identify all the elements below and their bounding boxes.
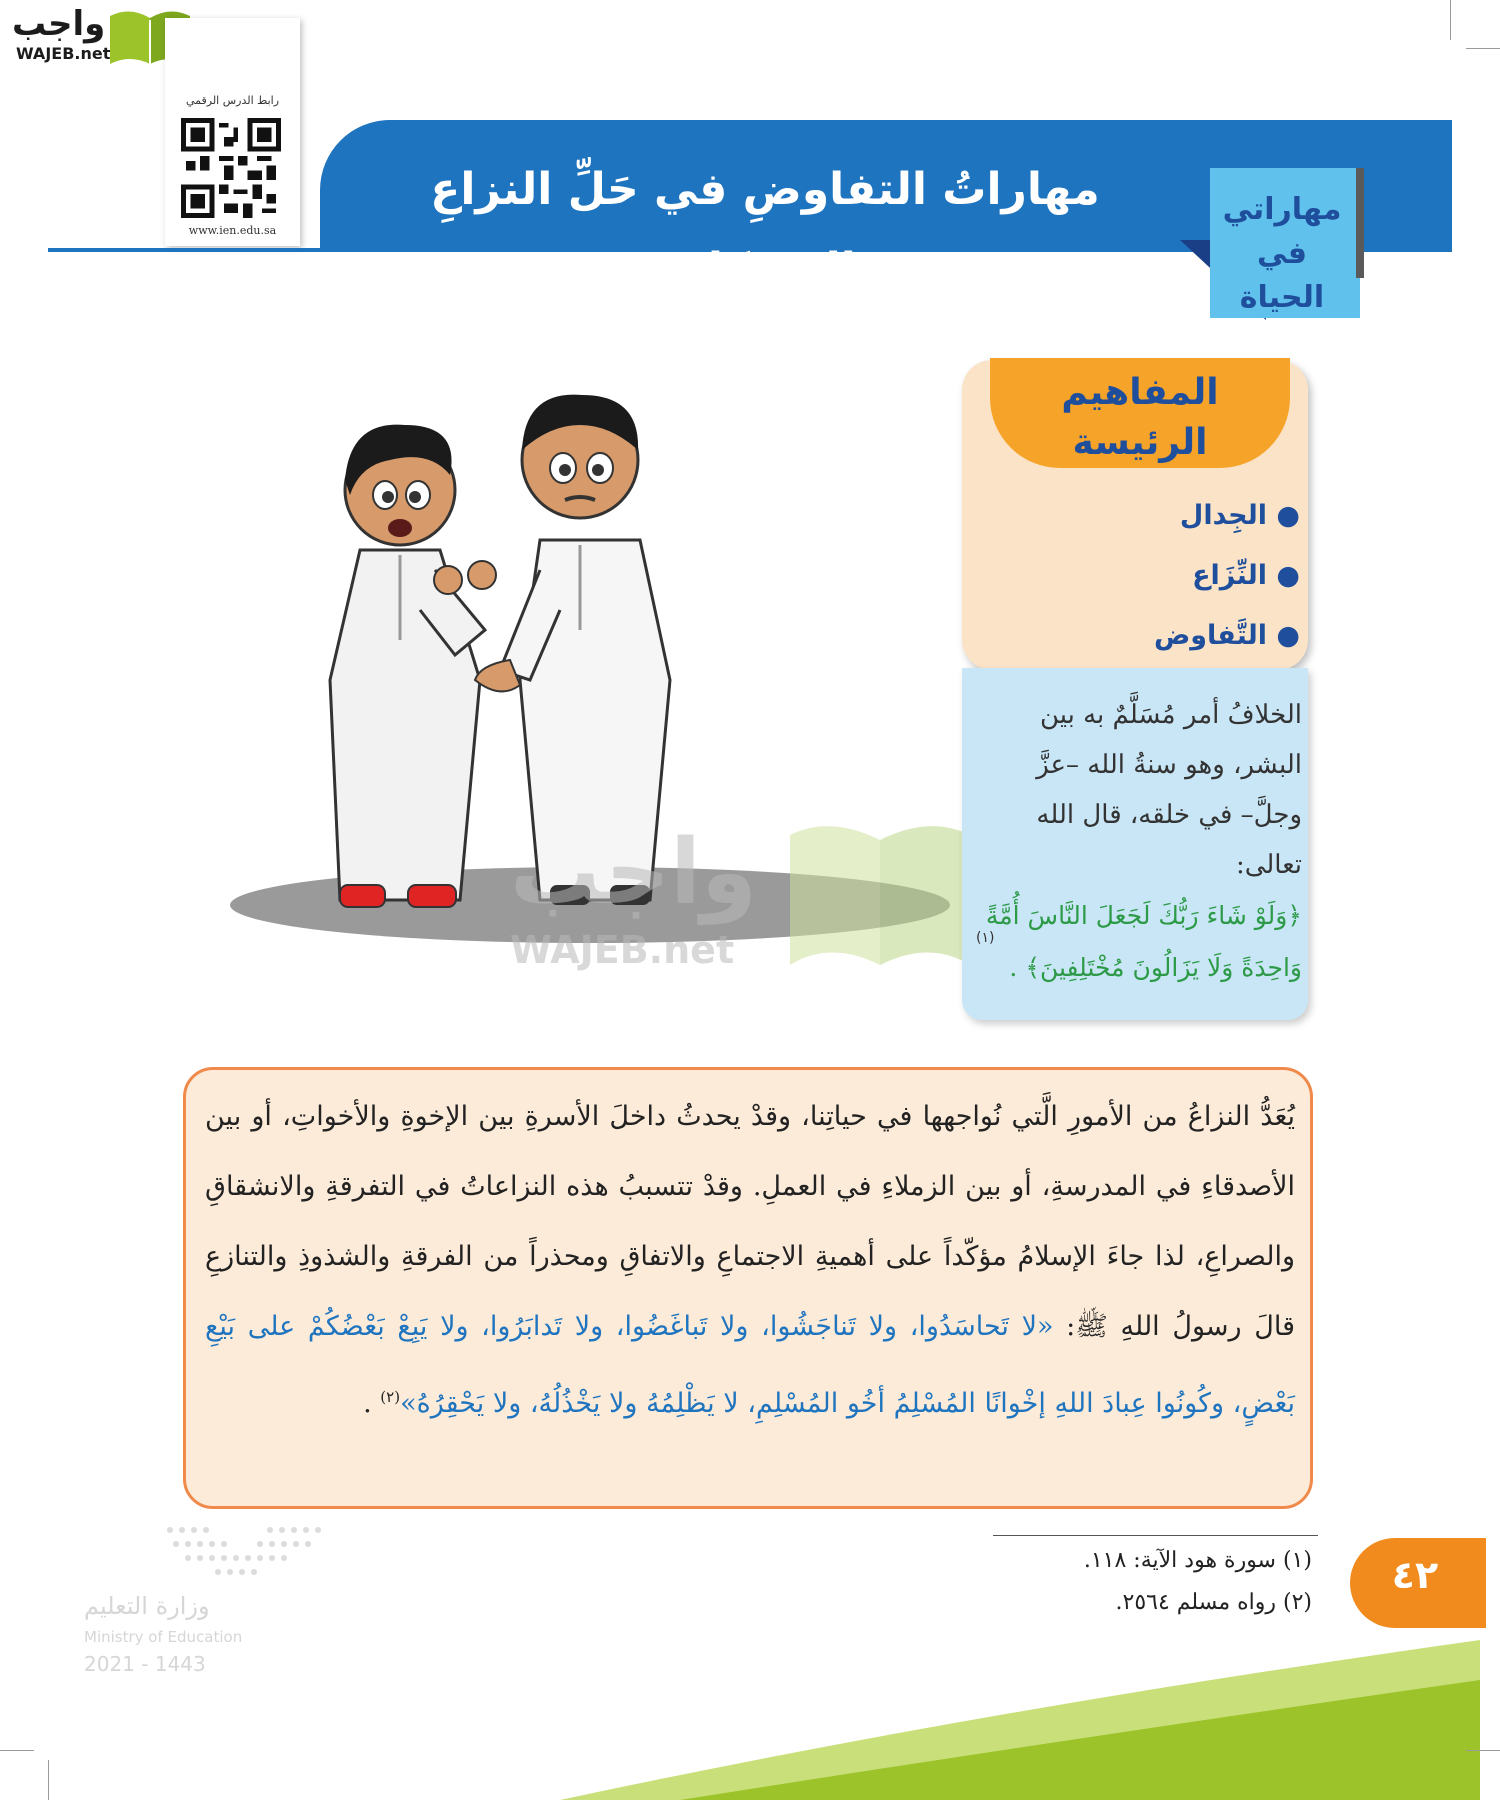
watermark-net: WAJEB.net [510,928,735,972]
hadith-text: «لا تَحاسَدُوا، ولا تَناجَشُوا، ولا تَباغَضُوا، ولا تَدابَرُوا، ولا يَبِعْ بَعْضُكُمْ على بَيْعِ بَعْضٍ، وكُونُوا عِبادَ اللهِ إخْوانًا المُسْلِمُ أخُو المُسْلِمِ، لا يَظْلِمُهُ ولا يَخْذُلُهُ، ولا يَحْقِرُهُ» [205,1311,1295,1419]
hadith-footnote-ref: (٢) [380,1388,401,1406]
logo-net: WAJEB.net [16,44,111,63]
badge-line-2: في الحياة [1239,236,1325,315]
main-end: . [363,1388,381,1419]
ministry-dots-icon [160,1520,330,1580]
crop-mark [1466,48,1500,49]
crop-mark [0,1750,34,1751]
footnote-rule [993,1535,1318,1536]
ministry-name-en: Ministry of Education [84,1628,243,1646]
ministry-year: 2021 - 1443 [84,1652,206,1676]
ministry-name-ar: وزارة التعليم [84,1592,210,1620]
main-body: يُعَدُّ النزاعُ من الأمورِ الَّتي نُواجهها في حياتِنا، وقدْ يحدثُ داخلَ الأسرةِ بين الإخوةِ والأخواتِ، أو بين الأصدقاءِ في المدرسةِ، أو بين الزملاءِ في العملِ. وقدْ تتسببُ هذه النزاعاتُ في التفرقةِ والانشقاقِ والصراعِ، لذا جاءَ الإسلامُ مؤكّداً على أهميةِ الاجتماعِ والاتفاقِ ومحذراً من الفرقةِ والشذوذِ والتنازعِ قالَ رسولُ اللهِ ﷺ: [205,1101,1295,1342]
page-number: ٤٢ [1391,1553,1439,1597]
qr-card [165,18,300,246]
section-badge-label [1212,188,1352,320]
crop-mark [1450,0,1451,40]
quran-verse: ﴿وَلَوْ شَاءَ رَبُّكَ لَجَعَلَ النَّاسَ أُمَّةً وَاحِدَةً وَلَا يَزَالُونَ مُخْتَلِفِينَ﴾ . [985,901,1302,982]
bottom-swoosh [560,1630,1500,1800]
badge-line-1: مهاراتي [1222,192,1342,227]
main-paragraph [205,1082,1295,1439]
crop-mark [48,1760,49,1800]
verse-footnote-ref: (١) [976,930,995,946]
watermark-book-icon [780,820,980,970]
lesson-title: مهاراتُ التفاوضِ في حَلِّ النزاعِ والمشكِلات [430,164,1100,295]
concept-item: ● النِّزَاع [1192,560,1300,591]
concept-label: النِّزَاع [1192,560,1268,591]
logo-word: واجب [12,4,106,44]
qr-url[interactable]: www.ien.edu.sa [188,224,277,237]
concept-label: التَّفاوض [1153,620,1268,651]
concept-item: ● التَّفاوض [1153,620,1300,651]
crop-mark [1466,1750,1500,1751]
qr-code-icon[interactable] [181,118,281,218]
quote-text: الخلافُ أمر مُسَلَّمٌ به بين البشر، وهو سنةُ الله –عزَّ وجلَّ– في خلقه، قال الله تعالى: [1036,700,1302,880]
concepts-title-line-1: المفاهيم [1061,372,1219,413]
concept-label: الجِدال [1179,500,1268,531]
concept-item: ● الجِدال [1179,500,1300,531]
footnote-1: (١) سورة هود الآية: ١١٨. [1083,1548,1312,1573]
footnote-2: (٢) رواه مسلم ٢٥٦٤. [1115,1590,1312,1615]
qr-label: رابط الدرس الرقمي [185,94,280,107]
badge-edge [1356,168,1364,278]
ministry-logo [80,1520,280,1680]
watermark-word: واجب [510,820,757,925]
key-concepts-title [990,368,1290,468]
boy-left [330,425,496,907]
concepts-title-line-2: الرئيسة [1072,422,1208,463]
watermark [480,820,1000,980]
